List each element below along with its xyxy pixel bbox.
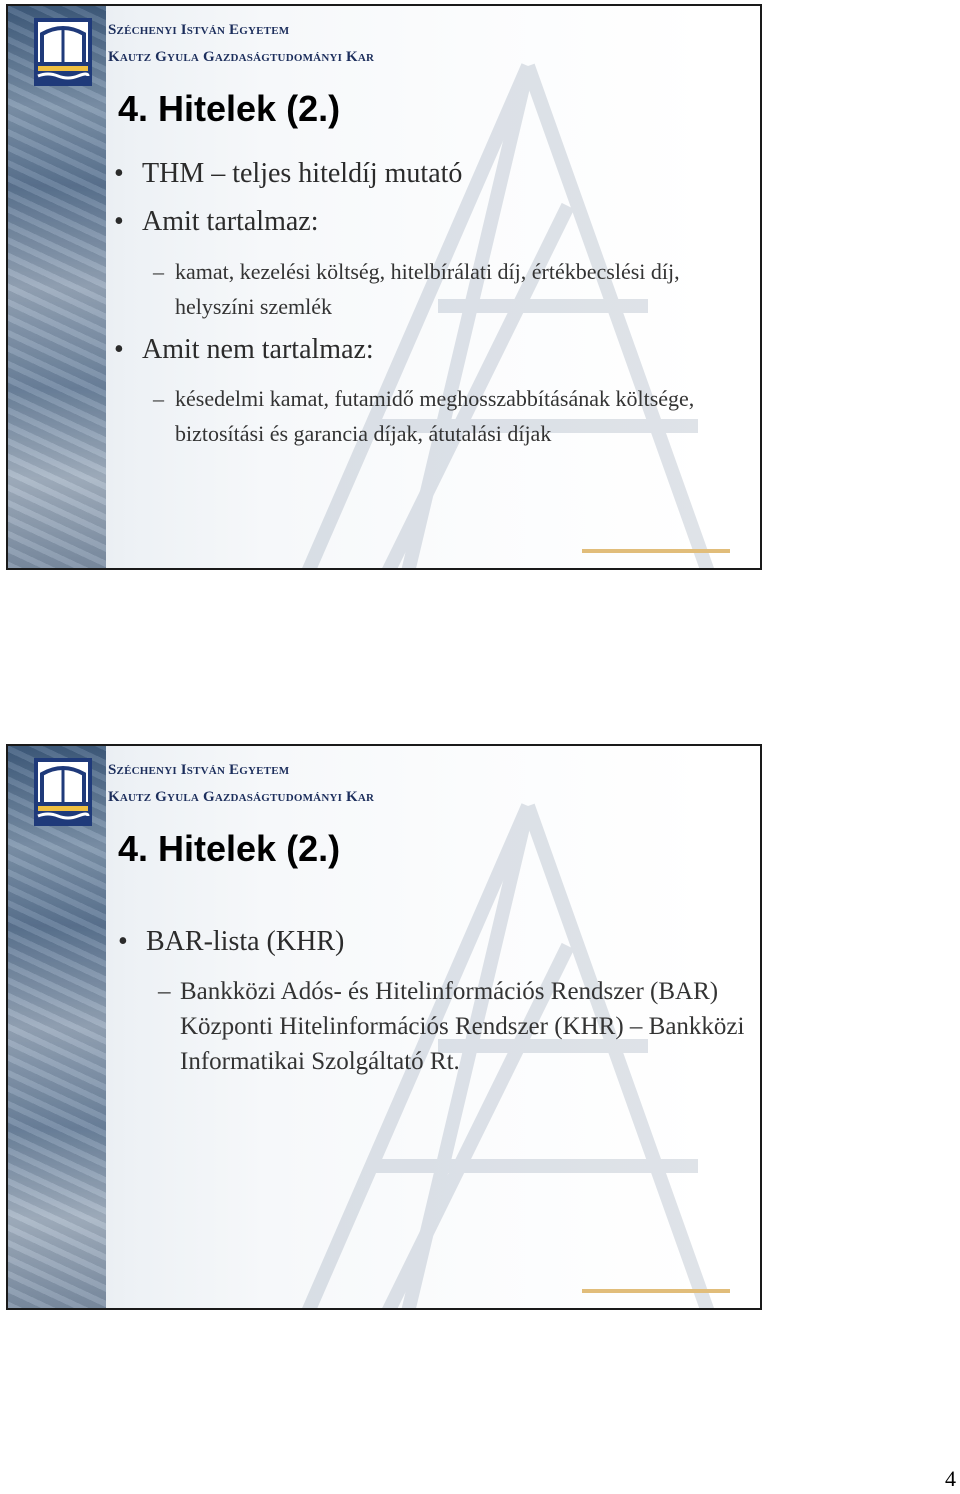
accent-line [582,1289,730,1293]
bullet-item [114,334,374,366]
dash-icon: – [158,978,171,1005]
sub-item-text: késedelmi kamat, futamidő meghosszabbításának költsége, biztosítási és garancia díjak, átutalási díjak [175,386,695,446]
bullet-text: THM – teljes hiteldíj mutató [142,158,463,189]
university-logo-icon [34,758,92,826]
page-number: 4 [945,1466,956,1491]
sub-item [158,974,748,1079]
faculty-name: Kautz Gyula Gazdaságtudományi Kar [108,49,375,65]
slide-1 [6,4,762,570]
university-name: Széchenyi István Egyetem [108,22,290,38]
dash-icon: – [153,259,164,284]
bullet-item [118,926,344,958]
slide-2 [6,744,762,1310]
bullet-icon: • [118,926,128,957]
university-logo-icon [34,18,92,86]
bullet-icon: • [114,334,124,365]
bullet-text: BAR-lista (KHR) [146,926,345,957]
sub-item-text: Bankközi Adós- és Hitelinformációs Rendszer (BAR) Központi Hitelinformációs Rendszer (KHR) – Bankközi Informatikai Szolgáltató Rt. [180,978,745,1075]
bullet-text: Amit tartalmaz: [142,206,319,237]
faculty-name: Kautz Gyula Gazdaságtudományi Kar [108,789,375,805]
bullet-item [114,158,462,190]
slide-title: 4. Hitelek (2.) [118,828,341,869]
sub-item [153,254,753,324]
bullet-icon: • [114,158,124,189]
university-name: Széchenyi István Egyetem [108,762,290,778]
sub-item-text: kamat, kezelési költség, hitelbírálati díj, értékbecslési díj, helyszíni szemlék [175,259,680,319]
sub-item [153,381,753,451]
accent-line [582,549,730,553]
bullet-icon: • [114,206,124,237]
slide-title: 4. Hitelek (2.) [118,88,341,129]
bullet-text: Amit nem tartalmaz: [142,334,374,365]
dash-icon: – [153,386,164,411]
bullet-item [114,206,319,238]
